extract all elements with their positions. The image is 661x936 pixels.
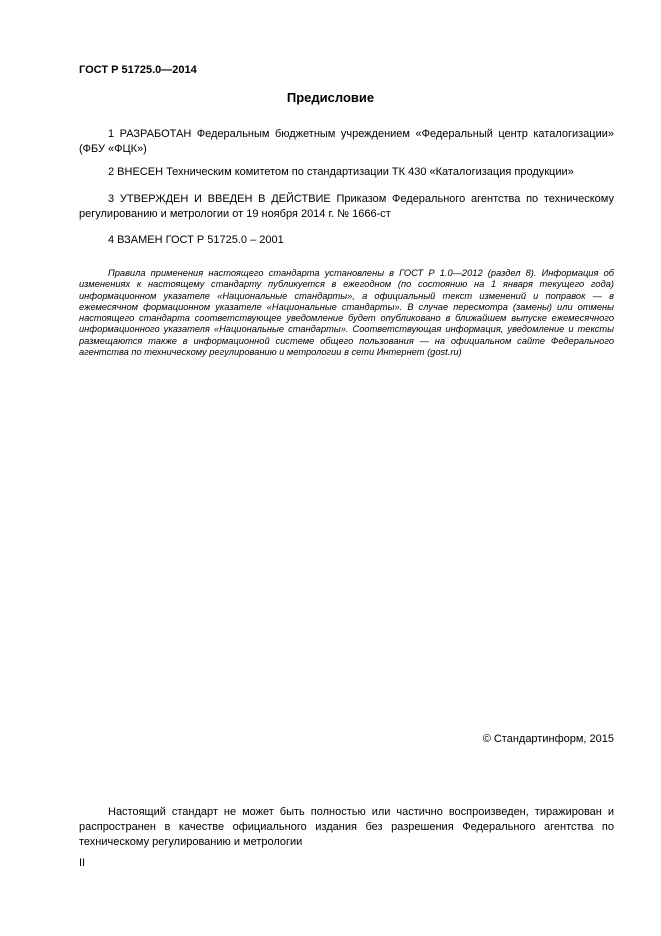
page-number: II	[79, 857, 86, 869]
reproduction-notice: Настоящий стандарт не может быть полностью или частично воспроизведен, тиражирован и распространен в качестве официального издания без разрешения Федерального агентства по техническому регулированию и метрологии	[79, 806, 614, 848]
document-code-header: ГОСТ Р 51725.0—2014	[79, 64, 197, 76]
copyright-notice: © Стандартинформ, 2015	[482, 733, 614, 745]
foreword-item-approved: 3 УТВЕРЖДЕН И ВВЕДЕН В ДЕЙСТВИЕ Приказом Федерального агентства по техническому регулированию и метрологии от 19 ноября 2014 г. № 1666-ст	[79, 193, 614, 220]
foreword-item-replaces: 4 ВЗАМЕН ГОСТ Р 51725.0 – 2001	[108, 234, 284, 246]
foreword-item-introduced: 2 ВНЕСЕН Техническим комитетом по стандартизации ТК 430 «Каталогизация продукции»	[108, 166, 574, 178]
page-title: Предисловие	[286, 90, 375, 105]
foreword-item-developed: 1 РАЗРАБОТАН Федеральным бюджетным учреждением «Федеральный центр каталогизации» (ФБУ «ФЦК»)	[79, 128, 614, 155]
application-rules-note: Правила применения настоящего стандарта установлены в ГОСТ Р 1.0—2012 (раздел 8). Информация об изменениях к настоящему стандарту публикуется в ежегодном (по состоянию на 1 января текущего года) информационном указателе «Национальные стандарты», а официальный текст изменений и поправок — в ежемесячном формационном указателе «Национальные стандарты». В случае пересмотра (замены) или отмены настоящего стандарта соответствующее уведомление будет опубликовано в ближайшем выпуске ежемесячного информационного указателя «Национальные стандарты». Соответствующая информация, уведомление и тексты размещаются также в информационной системе общего пользования — на официальном сайте Федерального агентства по техническому регулированию и метрологии в сети Интернет (gost.ru)	[79, 268, 614, 358]
